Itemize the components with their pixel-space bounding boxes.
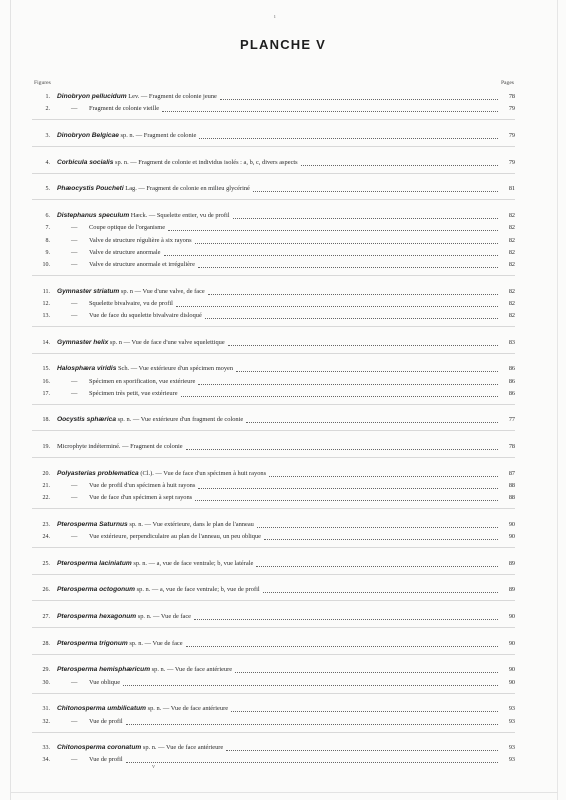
dot-leader [164, 249, 498, 256]
dot-leader [205, 312, 498, 319]
dot-leader [301, 159, 498, 166]
group-separator [32, 732, 515, 733]
figure-caption: sp. n. — Vue de face antérieure [141, 744, 224, 752]
figure-number: 28. [42, 640, 50, 647]
group-separator [32, 146, 515, 147]
group-separator [32, 693, 515, 694]
species-name: Phæocystis Poucheti [57, 185, 124, 193]
figure-description [57, 744, 223, 752]
group-separator [32, 326, 515, 327]
dot-leader [263, 586, 498, 593]
species-name: Chitonosperma umbilicatum [57, 705, 147, 713]
page-number: 79 [508, 132, 515, 140]
figure-caption: sp. n. — Vue extérieure d'un fragment de colonie [116, 416, 244, 424]
figure-caption: Valve de structure anormale [89, 248, 161, 256]
figure-description [89, 224, 165, 232]
page-number: 79 [508, 105, 515, 113]
figure-entry [32, 662, 515, 674]
figure-entry [32, 529, 515, 541]
dot-leader [208, 288, 498, 295]
page-number: 90 [508, 533, 515, 540]
figure-description [89, 756, 123, 764]
scan-speck: v [152, 764, 155, 770]
group-separator [32, 173, 515, 174]
group-separator [32, 199, 515, 200]
figure-caption: Lag. — Fragment de colonie en milieu glycériné [123, 185, 250, 193]
figure-description [89, 482, 195, 490]
ditto-dash: — [71, 678, 78, 686]
figure-description [89, 679, 120, 687]
figure-entry [32, 517, 515, 529]
figure-number: 15. [42, 366, 50, 373]
species-name: Gymnaster striatum [57, 287, 120, 295]
figure-description [89, 533, 261, 541]
figure-number: 7. [45, 225, 50, 232]
figure-caption: Vue extérieure, perpendiculaire au plan de l'anneau, un peu oblique [89, 533, 261, 540]
figure-entry [32, 466, 515, 478]
figure-entry [32, 232, 515, 244]
dot-leader [162, 105, 498, 112]
page-number: 82 [508, 224, 515, 232]
figure-caption: (Cl.). — Vue de face d'un spécimen à huit rayons [138, 469, 267, 477]
group-separator [32, 600, 515, 601]
dot-leader [264, 533, 498, 540]
ditto-dash: — [71, 756, 78, 764]
figure-number: 8. [45, 237, 50, 244]
figure-number: 27. [42, 614, 50, 621]
figure-description [89, 261, 195, 269]
figure-number: 30. [42, 679, 50, 686]
dot-leader [123, 679, 498, 686]
figure-description [57, 212, 230, 220]
figure-description [89, 494, 192, 502]
page-edge-right [557, 0, 558, 800]
figure-number: 33. [42, 745, 50, 752]
group-separator [32, 275, 515, 276]
page-number: 82 [508, 299, 515, 307]
page-number: 90 [508, 639, 515, 647]
figure-description [89, 105, 159, 113]
dot-leader [195, 237, 498, 244]
figure-number: 13. [42, 312, 50, 319]
figure-number: 14. [42, 339, 50, 346]
figure-caption: sp. n. — a, vue de face ventrale; b, vue de profil [135, 586, 260, 594]
figure-entry [32, 101, 515, 113]
figure-description [57, 339, 225, 347]
page-number: 93 [508, 705, 515, 713]
dot-leader [233, 212, 498, 219]
figure-caption: Hæck. — Squelette entier, vu de profil [129, 212, 230, 220]
page-number: 89 [508, 559, 515, 567]
group-separator [32, 457, 515, 458]
figure-number: 19. [42, 444, 50, 451]
dot-leader [199, 132, 498, 139]
page-number: 93 [508, 717, 515, 725]
figure-description [57, 416, 243, 424]
figure-number: 20. [42, 470, 50, 477]
page-number: 83 [508, 338, 515, 346]
ditto-dash: — [71, 105, 78, 113]
ditto-dash: — [71, 224, 78, 232]
species-name: Pterosperma octogonum [57, 586, 136, 594]
pages-column-header: Pages [500, 80, 514, 86]
figure-caption: Fragment de colonie vieille [89, 105, 160, 113]
figure-caption: sp. n — Vue d'une valve, de face [119, 287, 205, 295]
page-number: 90 [508, 613, 515, 621]
figure-caption: Squelette bivalvaire, vu de profil [89, 299, 173, 307]
figure-caption: sp. n. — Fragment de colonie et individus isolés : a, b, c, divers aspects [113, 158, 298, 166]
group-separator [32, 119, 515, 120]
ditto-dash: — [71, 533, 78, 540]
figure-description [57, 288, 205, 296]
figure-entry [32, 609, 515, 621]
species-name: Pterosperma hexagonum [57, 613, 137, 621]
figure-number: 9. [45, 249, 50, 256]
figure-description [57, 666, 232, 674]
dot-leader [176, 300, 498, 307]
figure-description [57, 185, 250, 193]
ditto-dash: — [71, 299, 78, 307]
figure-number: 31. [42, 706, 50, 713]
ditto-dash: — [71, 236, 78, 244]
figure-description [57, 470, 266, 478]
figure-caption: sp. n. — a, vue de face ventrale; b, vue latérale [131, 559, 254, 567]
page-title: PLANCHE V [240, 37, 326, 52]
figure-caption: sp. n. — Vue de face [136, 613, 192, 621]
ditto-dash: — [71, 248, 78, 256]
page-number: 79 [508, 158, 515, 166]
species-name: Gymnaster helix [57, 338, 109, 346]
figure-entry [32, 478, 515, 490]
dot-leader [126, 756, 498, 763]
figure-entry [32, 674, 515, 686]
group-separator [32, 404, 515, 405]
page-number: 90 [508, 520, 515, 528]
ditto-dash: — [71, 377, 78, 385]
figure-entry [32, 208, 515, 220]
species-name: Pterosperma hemisphæricum [57, 666, 151, 674]
page-number: 82 [508, 287, 515, 295]
figure-entry [32, 556, 515, 568]
page-number: 88 [508, 494, 515, 502]
species-name: Polyasterias problematica [57, 469, 139, 477]
dot-leader [253, 185, 498, 192]
figure-caption: Spécimen très petit, vue extérieure [89, 389, 178, 397]
figure-entry [32, 490, 515, 502]
figure-description [57, 132, 196, 140]
figure-caption: Lev. — Fragment de colonie jeune [126, 93, 217, 101]
figure-caption: Valve de structure anormale et irrégulière [89, 260, 195, 268]
figure-entry [32, 283, 515, 295]
dot-leader [246, 416, 498, 423]
figure-description [57, 705, 228, 713]
dot-leader [256, 560, 498, 567]
figure-caption: Vue de face du squelette bivalvaire disloqué [89, 311, 202, 319]
species-name: Dinobryon Belgicae [57, 132, 119, 140]
figure-description [57, 640, 183, 648]
species-name: Chitonosperma coronatum [57, 744, 142, 752]
dot-leader [186, 640, 498, 647]
figure-number: 29. [42, 667, 50, 674]
figure-number: 3. [45, 133, 50, 140]
figure-number: 12. [42, 300, 50, 307]
figure-description [89, 300, 173, 308]
figure-entry [32, 257, 515, 269]
figure-number: 18. [42, 417, 50, 424]
species-name: Dinobryon pellucidum [57, 93, 127, 101]
page-number: 78 [508, 443, 515, 451]
species-name: Corbicula socialis [57, 158, 114, 166]
dot-leader [228, 339, 498, 346]
species-name: Oocystis sphærica [57, 416, 117, 424]
figure-entry [32, 89, 515, 101]
figure-caption: sp. n. — Vue de face [127, 639, 183, 647]
figure-caption: Vue de face d'un spécimen à sept rayons [89, 494, 193, 502]
figure-caption: sp. n. — Vue de face antérieure [150, 666, 233, 674]
page-number: 82 [508, 212, 515, 220]
dot-leader [198, 482, 498, 489]
dot-leader [126, 718, 498, 725]
figure-entry [32, 740, 515, 752]
figure-entry [32, 245, 515, 257]
figure-description [57, 613, 191, 621]
group-separator [32, 574, 515, 575]
page-number: 87 [508, 469, 515, 477]
dot-leader [257, 521, 498, 528]
figure-entry [32, 181, 515, 193]
figure-description [89, 718, 123, 726]
figure-entry [32, 412, 515, 424]
page-number: 77 [508, 416, 515, 424]
figure-description [57, 586, 260, 594]
figure-number: 22. [42, 495, 50, 502]
species-name: Pterosperma laciniatum [57, 559, 132, 567]
group-separator [32, 547, 515, 548]
figure-description [89, 237, 192, 245]
figure-number: 4. [45, 159, 50, 166]
dot-leader [195, 494, 498, 501]
dot-leader [194, 613, 498, 620]
figure-number: 26. [42, 587, 50, 594]
page-number: 82 [508, 236, 515, 244]
page-number: 93 [508, 756, 515, 764]
figure-number: 11. [42, 288, 50, 295]
figure-entry [32, 713, 515, 725]
figure-entry [32, 334, 515, 346]
figure-description [57, 443, 183, 451]
dot-leader [186, 443, 498, 450]
dot-leader [198, 261, 498, 268]
figure-description [57, 521, 254, 529]
figure-number: 5. [45, 186, 50, 193]
group-separator [32, 430, 515, 431]
figure-entry [32, 373, 515, 385]
species-name: Pterosperma Saturnus [57, 520, 128, 528]
figure-description [89, 249, 161, 257]
dot-leader [168, 224, 498, 231]
group-separator [32, 627, 515, 628]
page-number: 86 [508, 365, 515, 373]
page-number: 82 [508, 248, 515, 256]
dot-leader [235, 666, 498, 673]
figure-entry [32, 296, 515, 308]
dot-leader [181, 390, 498, 397]
figure-caption: sp. n — Vue de face d'une valve squelettique [108, 338, 225, 346]
figure-caption: Coupe optique de l'organisme [89, 224, 166, 232]
figure-caption: Valve de structure régulière à six rayons [89, 236, 192, 244]
figure-caption: sp. n. — Vue extérieure, dans le plan de l'anneau [127, 520, 254, 528]
figures-column-header: Figures [34, 80, 51, 86]
figure-entry [32, 128, 515, 140]
figure-caption: sp. n. — Vue de face antérieure [146, 705, 229, 713]
dot-leader [220, 93, 498, 100]
page-edge-left [10, 0, 11, 800]
ditto-dash: — [71, 494, 78, 502]
page-number: 90 [508, 666, 515, 674]
figure-number: 32. [42, 718, 50, 725]
ditto-dash: — [71, 260, 78, 268]
page-number: 86 [508, 377, 515, 385]
figure-entry [32, 361, 515, 373]
figure-entry [32, 701, 515, 713]
figure-entry [32, 582, 515, 594]
figure-caption: Spécimen en sporification, vue extérieure [89, 377, 196, 385]
figure-caption: Vue de profil [89, 717, 123, 725]
dot-leader [236, 365, 498, 372]
page-number: 90 [508, 678, 515, 686]
figure-caption: Vue oblique [89, 678, 121, 686]
figure-entry [32, 155, 515, 167]
dot-leader [269, 470, 498, 477]
figure-caption: Vue de profil [89, 756, 123, 764]
figure-entry [32, 752, 515, 764]
figure-caption: Sch. — Vue extérieure d'un spécimen moyen [116, 365, 234, 373]
page-number: 82 [508, 311, 515, 319]
page-number: 81 [508, 185, 515, 193]
ditto-dash: — [71, 389, 78, 397]
scan-speck: ı [274, 14, 276, 20]
group-separator [32, 654, 515, 655]
ditto-dash: — [71, 311, 78, 319]
figure-number: 25. [42, 560, 50, 567]
figure-caption: Microphyte indéterminé. — Fragment de colonie [57, 443, 183, 451]
figure-entry [32, 386, 515, 398]
figure-description [57, 93, 217, 101]
group-separator [32, 508, 515, 509]
figure-number: 34. [42, 757, 50, 764]
page-number: 82 [508, 260, 515, 268]
figure-caption: Vue de profil d'un spécimen à huit rayons [89, 481, 196, 489]
figure-description [89, 390, 178, 398]
figure-number: 21. [42, 482, 50, 489]
figure-list [32, 89, 515, 764]
figure-description [89, 378, 195, 386]
page-number: 78 [508, 93, 515, 101]
figure-number: 10. [42, 261, 50, 268]
figure-number: 23. [42, 521, 50, 528]
page-number: 93 [508, 744, 515, 752]
figure-number: 16. [42, 378, 50, 385]
ditto-dash: — [71, 481, 78, 489]
group-separator [32, 353, 515, 354]
species-name: Pterosperma trigonum [57, 639, 128, 647]
figure-number: 2. [45, 106, 50, 113]
figure-description [57, 365, 233, 373]
figure-entry [32, 636, 515, 648]
figure-description [57, 560, 253, 568]
figure-entry [32, 220, 515, 232]
species-name: Distephanus speculum [57, 212, 130, 220]
dot-leader [231, 705, 498, 712]
figure-entry [32, 439, 515, 451]
page-number: 86 [508, 389, 515, 397]
figure-number: 6. [45, 213, 50, 220]
figure-caption: sp. n. — Fragment de colonie [118, 132, 197, 140]
dot-leader [198, 378, 498, 385]
figure-number: 24. [42, 534, 50, 540]
dot-leader [226, 744, 498, 751]
figure-number: 17. [42, 390, 50, 397]
page-edge-bottom [10, 792, 558, 793]
page-number: 88 [508, 481, 515, 489]
figure-entry [32, 308, 515, 320]
species-name: Halosphæra viridis [57, 365, 117, 373]
ditto-dash: — [71, 717, 78, 725]
page-number: 89 [508, 586, 515, 594]
figure-number: 1. [45, 94, 50, 101]
figure-description [57, 159, 298, 167]
figure-description [89, 312, 202, 320]
